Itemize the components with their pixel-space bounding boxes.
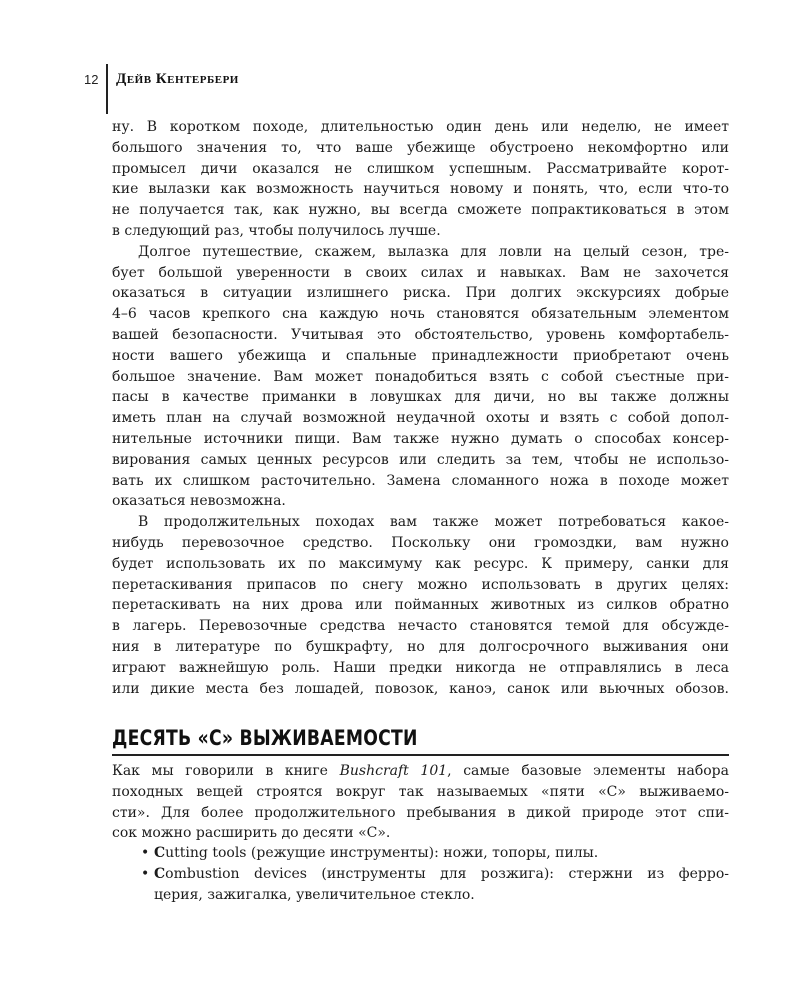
body-text <box>112 117 729 699</box>
text-line: сти». Для более продолжительного пребывания в дикой природе этот спи- <box>112 804 729 821</box>
text-line: перетаскивания припасов по снегу можно использовать в других целях: <box>112 576 729 593</box>
text-line <box>112 761 729 782</box>
text-line: в лагерь. Перевозочные средства нечасто становятся темой для обсужде- <box>112 618 729 635</box>
text-line: промысел дичи оказался не слишком успешным. Рассматривайте корот- <box>112 160 729 177</box>
text-line: будет использовать их по максимуму как ресурс. К примеру, санки для <box>112 555 729 572</box>
running-head-author: Дейв Кентербери <box>116 71 239 87</box>
text-line: церия, зажигалка, увеличительное стекло. <box>154 886 475 903</box>
section-heading <box>112 724 729 756</box>
text-span: utting tools (режущие инструменты): ножи, топоры, пилы. <box>165 845 599 861</box>
text-line: вать их слишком расточительно. Замена сломанного ножа в походе может <box>112 472 729 489</box>
text-line: вашей безопасности. Учитывая это обстоятельство, уровень комфортабель- <box>112 326 729 343</box>
text-line: ния в литературе по бушкрафту, но для долгосрочного выживания они <box>112 638 729 655</box>
text-line <box>154 864 729 885</box>
initial-letter: C <box>154 845 166 861</box>
text-line <box>154 843 729 864</box>
text-line: большое значение. Вам может понадобиться взять с собой съестные при- <box>112 368 729 385</box>
text-line: нибудь перевозочное средство. Поскольку они громоздки, вам нужно <box>112 534 729 551</box>
text-span: Как мы говорили в книге <box>112 763 340 779</box>
text-line: в следующий раз, чтобы получилось лучше. <box>112 222 441 239</box>
text-line: оказаться в ситуации излишнего риска. При долгих экскурсиях добрые <box>112 285 729 302</box>
text-line: перетаскивать на них дрова или пойманных животных из силков обратно <box>112 597 729 614</box>
section-title: ДЕСЯТЬ «С» ВЫЖИВАЕМОСТИ <box>112 726 418 750</box>
section-intro <box>112 761 729 844</box>
text-line: Долгое путешествие, скажем, вылазка для ловли на целый сезон, тре- <box>138 243 729 260</box>
text-line: В продолжительных походах вам также может потребоваться какое- <box>138 514 729 531</box>
text-line: вирования самых ценных ресурсов или следить за тем, чтобы не использо- <box>112 451 729 468</box>
text-line: сок можно расширить до десяти «С». <box>112 825 391 842</box>
text-line: кие вылазки как возможность научиться новому и понять, что, если что-то <box>112 181 729 198</box>
paragraph-3 <box>112 512 729 699</box>
text-line: нительные источники пищи. Вам также нужно думать о способах консер- <box>112 430 729 447</box>
text-span: ombustion devices (инструменты для розжига): стержни из ферро- <box>165 865 729 882</box>
text-line: бует большой уверенности в своих силах и навыках. Вам не захочется <box>112 264 729 281</box>
bullet-marker: • <box>141 865 150 882</box>
text-line: или дикие места без лошадей, повозок, каноэ, санок или вьючных обозов. <box>112 680 729 697</box>
text-line: не получается так, как нужно, вы всегда сможете попрактиковаться в этом <box>112 202 729 219</box>
text-line: 4–6 часов крепкого сна каждую ночь становятся обязательным элементом <box>112 306 729 323</box>
running-head-divider <box>106 64 108 114</box>
text-line: походных вещей строятся вокруг так называемых «пяти «С» выживаемо- <box>112 783 729 800</box>
paragraph-1 <box>112 117 729 242</box>
book-title: Bushcraft 101 <box>339 763 448 779</box>
text-line: играют важнейшую роль. Наши предки никогда не отправлялись в леса <box>112 659 729 676</box>
text-line: оказаться невозможна. <box>112 493 286 510</box>
paragraph-2 <box>112 242 729 512</box>
page-number: 12 <box>84 72 99 87</box>
bullet-list <box>112 843 729 905</box>
text-line: ну. В коротком походе, длительностью один день или неделю, не имеет <box>112 119 729 135</box>
initial-letter: C <box>154 865 166 882</box>
text-span: , самые базовые элементы набора <box>447 763 729 779</box>
text-line: пасы в качестве приманки в ловушках для дичи, но вы также должны <box>112 389 729 406</box>
bullet-marker: • <box>141 845 150 861</box>
section-rule <box>112 754 729 756</box>
text-line: большого значения то, что ваше убежище обустроено некомфортно или <box>112 139 729 156</box>
text-line: иметь план на случай возможной неудачной охоты и взять с собой допол- <box>112 410 729 427</box>
list-item <box>112 843 729 864</box>
list-item <box>112 864 729 906</box>
text-line: ности вашего убежища и спальные принадлежности приобретают очень <box>112 347 729 364</box>
